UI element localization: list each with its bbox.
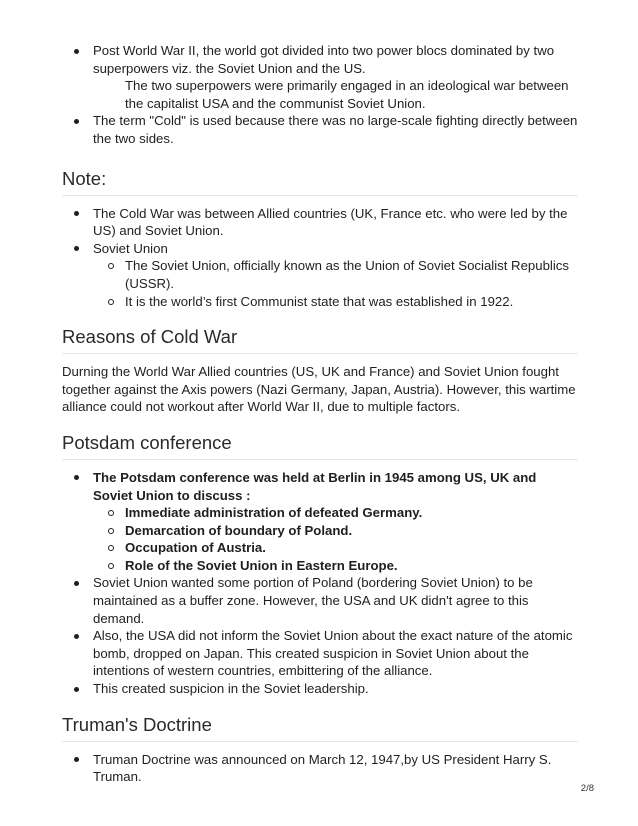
bullet-icon <box>74 634 79 639</box>
list-item <box>62 112 578 147</box>
list-item-text: Truman Doctrine was announced on March 12, 1947,by US President Harry S. Truman. <box>93 751 552 785</box>
list-item-text: The Cold War was between Allied countries (UK, France etc. who were led by the US) and Soviet Union. <box>93 205 568 239</box>
bullet-icon <box>74 211 79 216</box>
list-item-text: The term "Cold" is used because there was no large-scale fighting directly between the two sides. <box>93 113 578 146</box>
bullet-icon <box>74 475 79 480</box>
sublist-item <box>93 504 578 522</box>
potsdam-sublist <box>93 504 578 574</box>
hollow-bullet-icon <box>108 510 114 516</box>
sublist-item-text: It is the world’s first Communist state that was established in 1922. <box>125 293 514 309</box>
list-item <box>62 469 578 504</box>
sublist-item-text: Immediate administration of defeated Germany. <box>125 505 423 521</box>
list-item-text: Post World War II, the world got divided into two power blocs dominated by two superpowers viz. the Soviet Union and the US. <box>93 43 555 76</box>
indented-text: The two superpowers were primarily engaged in an ideological war between the capitalist USA and the communist Soviet Union. <box>125 78 569 111</box>
section-heading-reasons: Reasons of Cold War <box>62 326 578 354</box>
page-content <box>62 42 578 786</box>
bullet-icon <box>74 757 79 762</box>
sublist-item-text: The Soviet Union, officially known as the Union of Soviet Socialist Republics (USSR). <box>125 258 569 291</box>
list-item-text: Soviet Union <box>93 240 168 256</box>
bullet-icon <box>74 119 79 124</box>
truman-list <box>62 751 578 786</box>
list-item <box>62 751 578 786</box>
list-item <box>62 680 578 698</box>
list-item-text: Soviet Union wanted some portion of Poland (bordering Soviet Union) to be maintained as a buffer zone. However, the USA and UK didn't agree to this demand. <box>93 575 533 626</box>
section-heading-truman: Truman's Doctrine <box>62 714 578 742</box>
intro-list-continued <box>62 112 578 147</box>
list-item <box>62 42 578 77</box>
sublist-item-text: Demarcation of boundary of Poland. <box>125 522 353 538</box>
sublist-item-text: Occupation of Austria. <box>125 540 266 556</box>
sublist-item <box>93 539 578 557</box>
section-heading-potsdam: Potsdam conference <box>62 432 578 460</box>
sublist-item <box>93 522 578 540</box>
sublist-item-text: Role of the Soviet Union in Eastern Europe. <box>125 557 398 573</box>
reasons-paragraph: Durning the World War Allied countries (US, UK and France) and Soviet Union fought together against the Axis powers (Nazi Germany, Japan, Austria). However, this wartime alliance could not workout after World War II, due to multiple factors. <box>62 364 576 415</box>
hollow-bullet-icon <box>108 545 114 551</box>
sublist-item <box>93 293 578 311</box>
bullet-icon <box>74 687 79 692</box>
note-sublist <box>93 257 578 310</box>
sublist-item <box>93 257 578 292</box>
note-list <box>62 205 578 258</box>
bullet-icon <box>74 49 79 54</box>
list-item <box>62 240 578 258</box>
bullet-icon <box>74 246 79 251</box>
section-heading-note: Note: <box>62 168 578 196</box>
list-item <box>62 627 578 680</box>
list-item-text: Also, the USA did not inform the Soviet Union about the exact nature of the atomic bomb, dropped on Japan. This created suspicion in Soviet Union about the intentions of western countries, embittering of the alliance. <box>93 628 573 679</box>
list-item-text: The Potsdam conference was held at Berlin in 1945 among US, UK and Soviet Union to discuss : <box>93 469 537 503</box>
hollow-bullet-icon <box>108 299 114 305</box>
sublist-item <box>93 557 578 575</box>
potsdam-list <box>62 469 578 504</box>
page-number: 2/8 <box>580 783 594 794</box>
hollow-bullet-icon <box>108 528 114 534</box>
list-item-text: This created suspicion in the Soviet leadership. <box>93 681 369 697</box>
hollow-bullet-icon <box>108 263 114 269</box>
list-item <box>62 574 578 627</box>
potsdam-list-continued <box>62 574 578 697</box>
list-item <box>62 205 578 240</box>
hollow-bullet-icon <box>108 563 114 569</box>
bullet-icon <box>74 581 79 586</box>
intro-list <box>62 42 578 77</box>
